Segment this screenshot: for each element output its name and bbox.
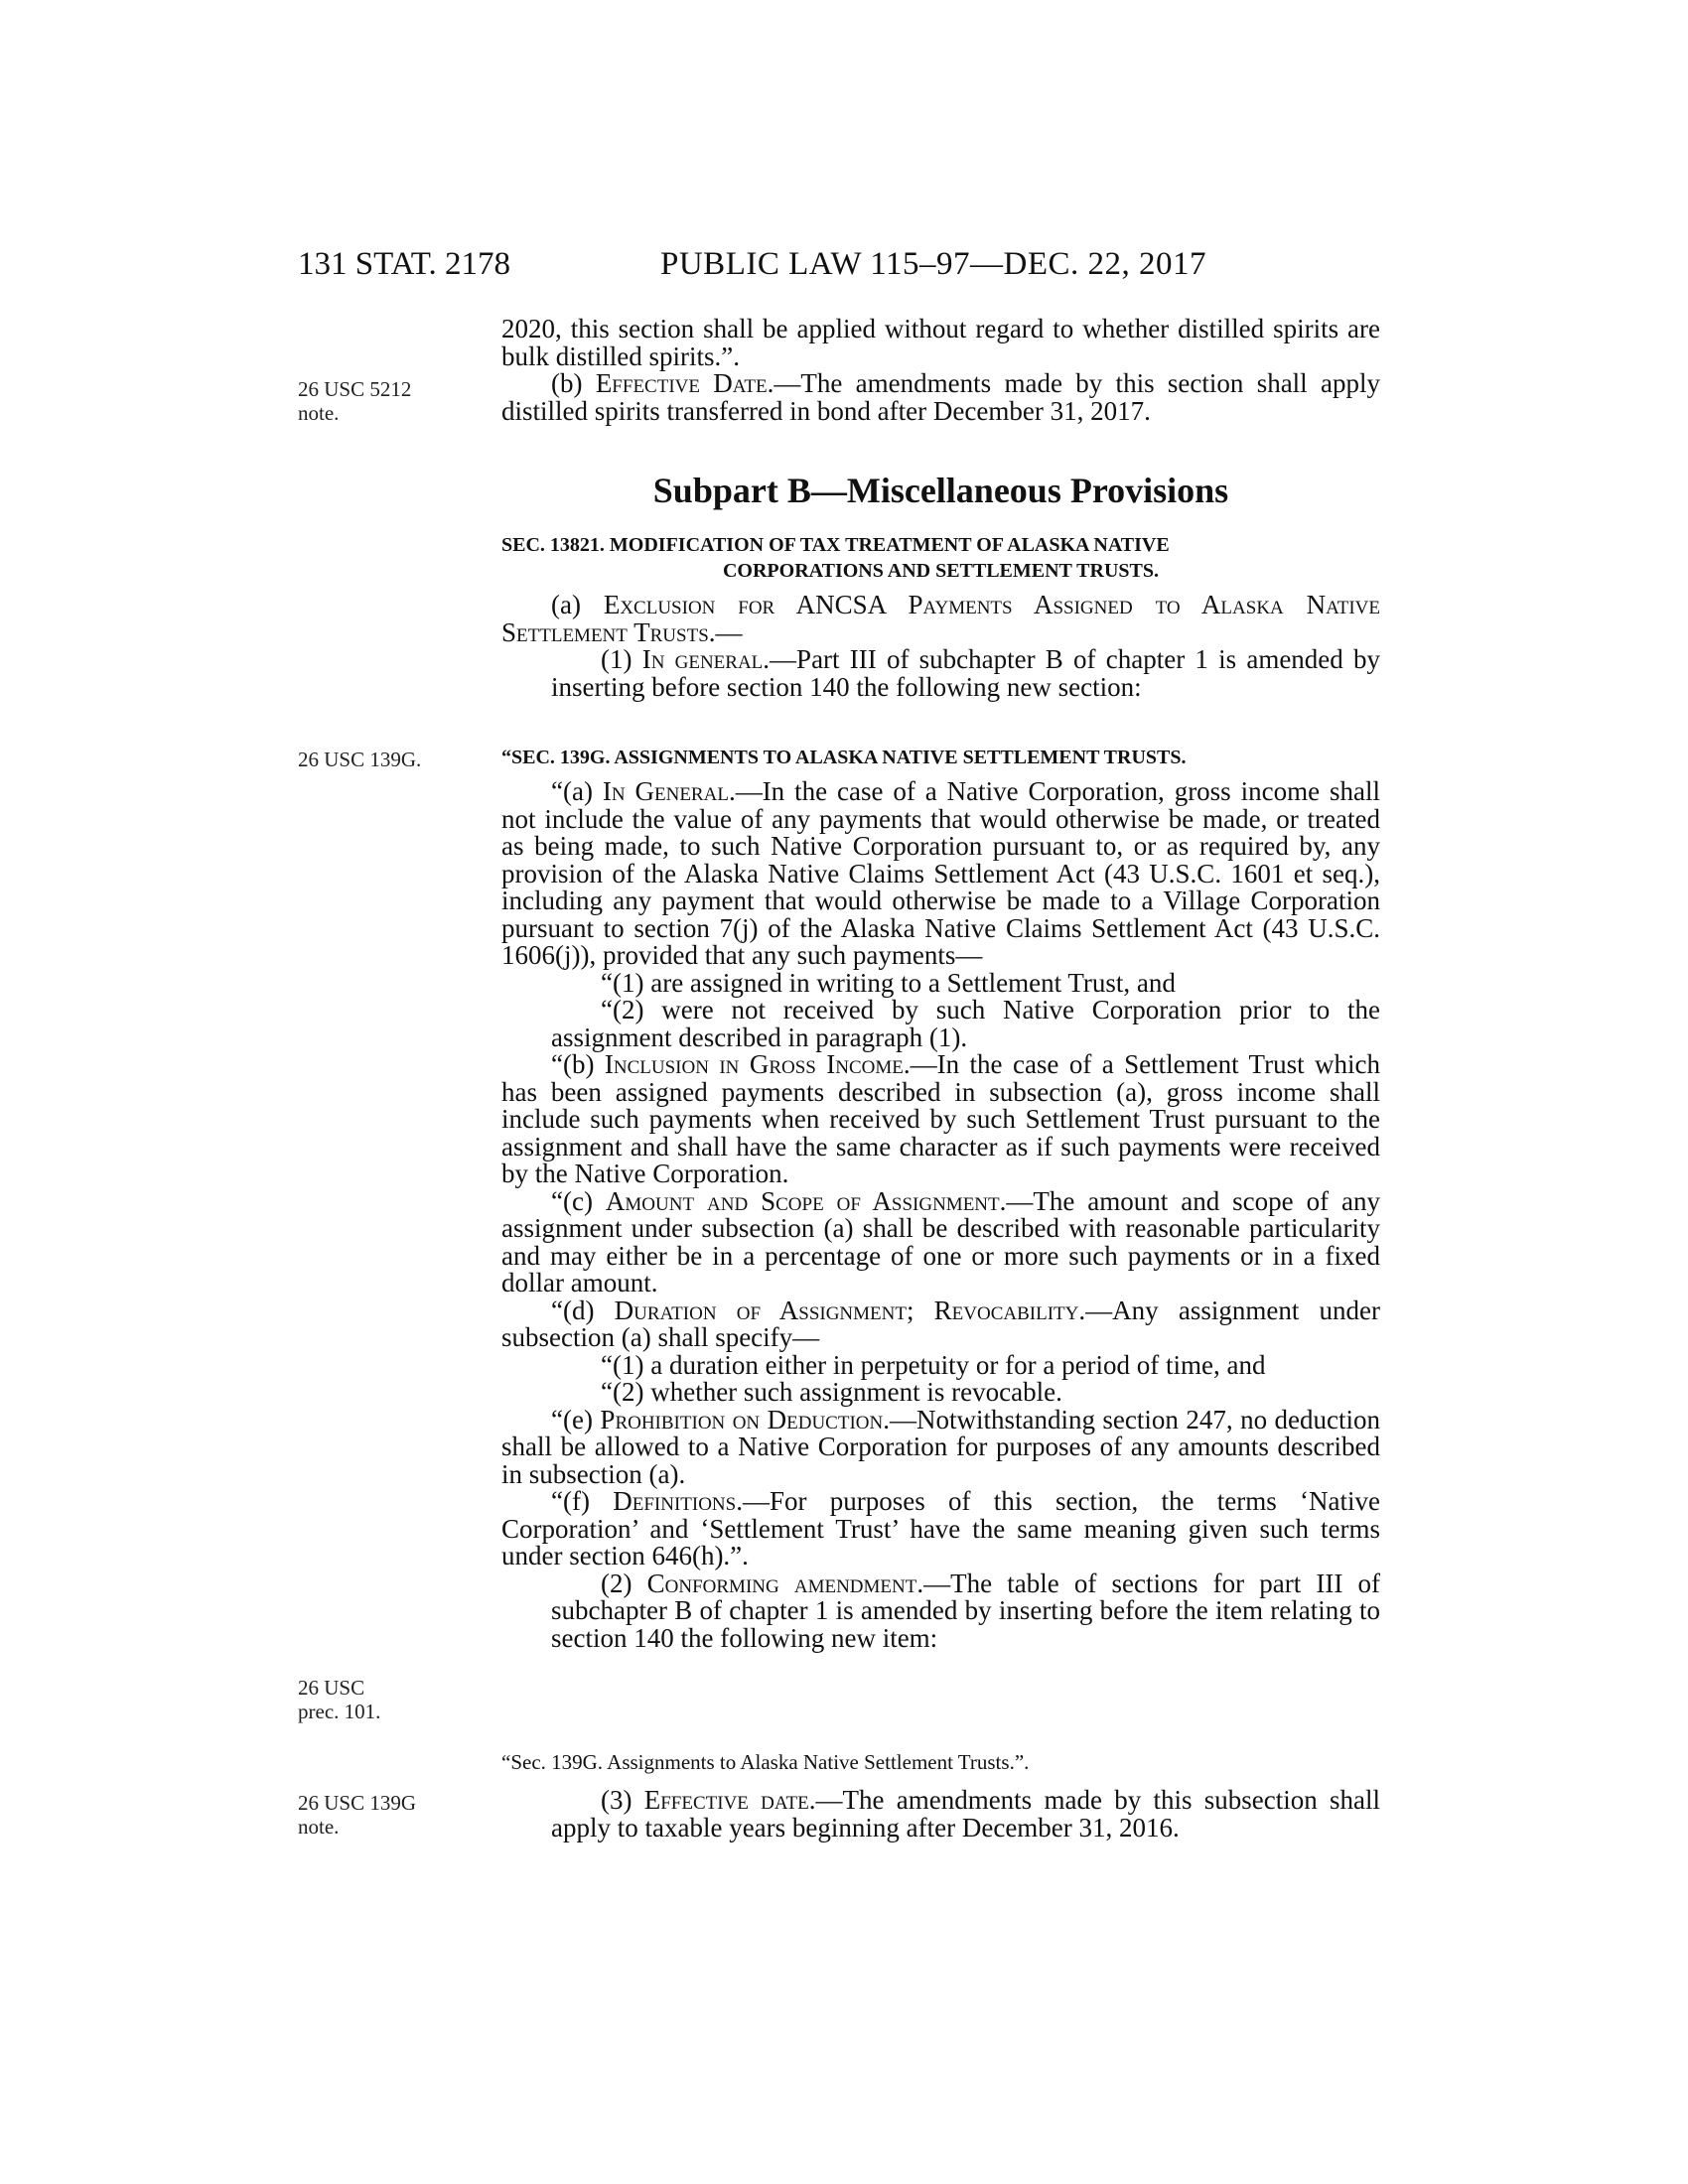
paragraph-2-conforming: (2) Conforming amendment.—The table of sections for part III of subchapter B of chapter 1 is amended by inserting before the item relating to section 140 the following new item: xyxy=(551,1568,1380,1653)
section-139g-d2: “(2) whether such assignment is revocable. xyxy=(601,1377,1062,1407)
section-139g-body xyxy=(501,778,1380,1652)
paragraph-1: (1) In general.—Part III of subchapter B of chapter 1 is amended by inserting before section 140 the following new section: xyxy=(551,644,1380,702)
section-139g-heading: “SEC. 139G. ASSIGNMENTS TO ALASKA NATIVE SETTLEMENT TRUSTS. xyxy=(501,747,1187,768)
page-header xyxy=(298,246,1390,296)
section-139g-a2: “(2) were not received by such Native Corporation prior to the assignment described in paragraph (1). xyxy=(551,995,1380,1052)
paragraph-3-effective-date: (3) Effective date.—The amendments made by this subsection shall apply to taxable years beginning after December 31, 2016. xyxy=(551,1785,1380,1843)
margin-note-5212: 26 USC 5212 note. xyxy=(298,377,412,425)
section-139g-b: “(b) Inclusion in Gross Income.—In the case of a Settlement Trust which has been assigned payments described in subsection (a), gross income shall include such payments when received by such Settlement Trust pursuant to the assignment and shall have the same character as if such payments were received by the Native Corporation. xyxy=(501,1049,1380,1188)
paragraph-3-block xyxy=(501,1787,1380,1842)
section-139g-d: “(d) Duration of Assignment; Revocability.—Any assignment under subsection (a) shall specify— xyxy=(501,1295,1380,1352)
section-139g-e: “(e) Prohibition on Deduction.—Notwithstanding section 247, no deduction shall be allowed to a Native Corporation for purposes of any amounts described in subsection (a). xyxy=(501,1404,1381,1489)
section-139g-d1: “(1) a duration either in perpetuity or for a period of time, and xyxy=(601,1349,1266,1380)
continued-paragraph: 2020, this section shall be applied without regard to whether distilled spirits are bulk distilled spirits.”. xyxy=(501,314,1380,371)
subpart-title: Subpart B—Miscellaneous Provisions xyxy=(652,471,1229,510)
section-139g-f: “(f) Definitions.—For purposes of this section, the terms ‘Native Corporation’ and ‘Settlement Trust’ have the same meaning given such terms under section 646(h).”. xyxy=(501,1486,1380,1570)
margin-note-139g: 26 USC 139G. xyxy=(298,748,422,771)
section-139g-c: “(c) Amount and Scope of Assignment.—The amount and scope of any assignment under subsection (a) shall be described with reasonable particularity and may either be in a percentage of one or more such payments or in a fixed dollar amount. xyxy=(501,1185,1380,1297)
section-13821-heading: SEC. 13821. MODIFICATION OF TAX TREATMENT OF ALASKA NATIVE CORPORATIONS AND SETTLEMENT TRUSTS. xyxy=(501,534,1170,582)
table-of-sections-item: “Sec. 139G. Assignments to Alaska Native Settlement Trusts.”. xyxy=(501,1750,1030,1774)
top-text-block xyxy=(501,316,1380,425)
margin-note-prec-101: 26 USC prec. 101. xyxy=(298,1676,381,1723)
effective-date-b: (b) Effective Date.—The amendments made by this section shall apply distilled spirits transferred in bond after December 31, 2017. xyxy=(501,368,1380,426)
section-139g-a1: “(1) are assigned in writing to a Settlement Trust, and xyxy=(601,967,1176,998)
subsection-a-block xyxy=(501,592,1380,701)
section-139g-a: “(a) In General.—In the case of a Native Corporation, gross income shall not include the value of any payments that would otherwise be made, or treated as being made, to such Native Corporation pursuant to, or as required by, any provision of the Alaska Native Claims Settlement Act (43 U.S.C. 1601 et seq.), including any payment that would otherwise be made to a Village Corporation pursuant to section 7(j) of the Alaska Native Claims Settlement Act (43 U.S.C. 1606(j)), provided that any such payments— xyxy=(501,776,1380,970)
statute-citation: 131 STAT. 2178 xyxy=(298,246,511,282)
margin-note-139g-note: 26 USC 139G note. xyxy=(298,1791,417,1839)
public-law-title: PUBLIC LAW 115–97—DEC. 22, 2017 xyxy=(660,246,1207,282)
subsection-a-heading: (a) Exclusion for ANCSA Payments Assigned to Alaska Native Settlement Trusts.— xyxy=(501,590,1381,647)
